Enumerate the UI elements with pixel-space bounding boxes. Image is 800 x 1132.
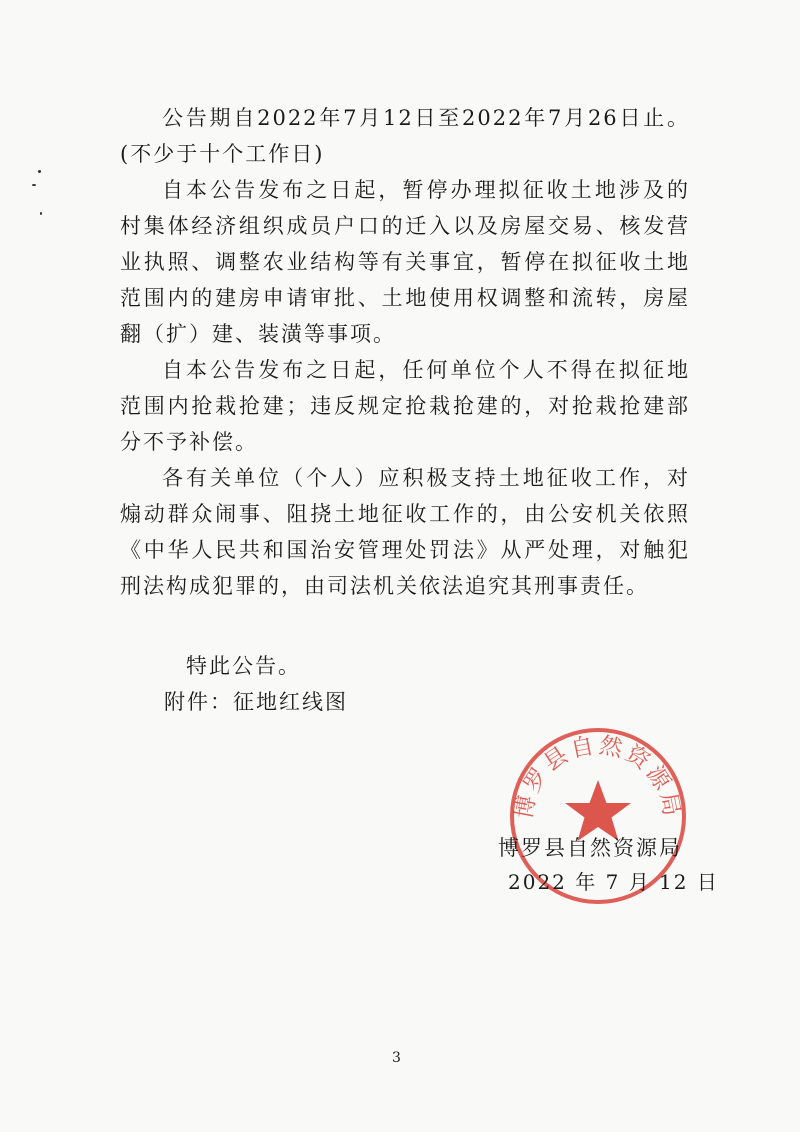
paragraph-suspension: 自本公告发布之日起，暂停办理拟征收土地涉及的村集体经济组织成员户口的迁入以及房屋交易、核发营业执照、调整农业结构等有关事宜，暂停在拟征收土地范围内的建房申请审批、土地使用权调整和流转，房屋翻（扩）建、装潢等事项。 — [120, 178, 690, 346]
page-number: 3 — [392, 1050, 401, 1066]
paragraph-no-rush-building: 自本公告发布之日起，任何单位个人不得在拟征地范围内抢栽抢建；违反规定抢栽抢建的，对抢栽抢建部分不予补偿。 — [120, 358, 690, 454]
paragraph-legal-liability: 各有关单位（个人）应积极支持土地征收工作，对煽动群众闹事、阻挠土地征收工作的，由公安机关依照《中华人民共和国治安管理处罚法》从严处理，对触犯刑法构成犯罪的，由司法机关依法追究其刑事责任。 — [120, 466, 690, 598]
scan-speck — [38, 170, 41, 173]
scan-speck — [32, 184, 36, 186]
signature-date: 2022 年 7 月 12 日 — [508, 870, 719, 894]
seal-text: 博罗县自然资源局 — [511, 732, 685, 821]
attachment-line: 附件：征地红线图 — [164, 690, 348, 714]
closing-statement: 特此公告。 — [186, 654, 301, 678]
scan-speck — [40, 212, 42, 215]
signature-organization: 博罗县自然资源局 — [498, 836, 682, 860]
paragraph-notice-period: 公告期自2022年7月12日至2022年7月26日止。(不少于十个工作日) — [120, 106, 690, 166]
